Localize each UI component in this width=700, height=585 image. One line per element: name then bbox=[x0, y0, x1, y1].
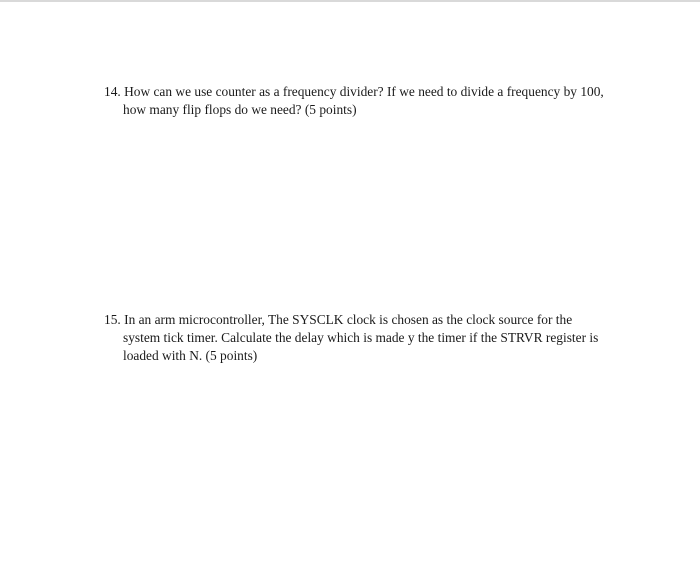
question-15-text-line-1: In an arm microcontroller, The SYSCLK clock is chosen as the clock source for the bbox=[124, 312, 573, 327]
question-14-text-line-2: how many flip flops do we need? (5 points) bbox=[123, 102, 357, 117]
question-14-number: 14. bbox=[104, 84, 121, 99]
question-15 bbox=[104, 311, 624, 365]
question-15-text-line-3: loaded with N. (5 points) bbox=[123, 348, 258, 363]
question-14 bbox=[104, 83, 624, 119]
question-14-text-line-1: How can we use counter as a frequency divider? If we need to divide a frequency by 100, bbox=[124, 84, 604, 99]
question-15-number: 15. bbox=[104, 312, 121, 327]
question-15-line-1 bbox=[104, 311, 624, 329]
question-15-text-line-2: system tick timer. Calculate the delay which is made y the timer if the STRVR register is bbox=[123, 330, 599, 345]
question-14-line-1 bbox=[104, 83, 624, 101]
